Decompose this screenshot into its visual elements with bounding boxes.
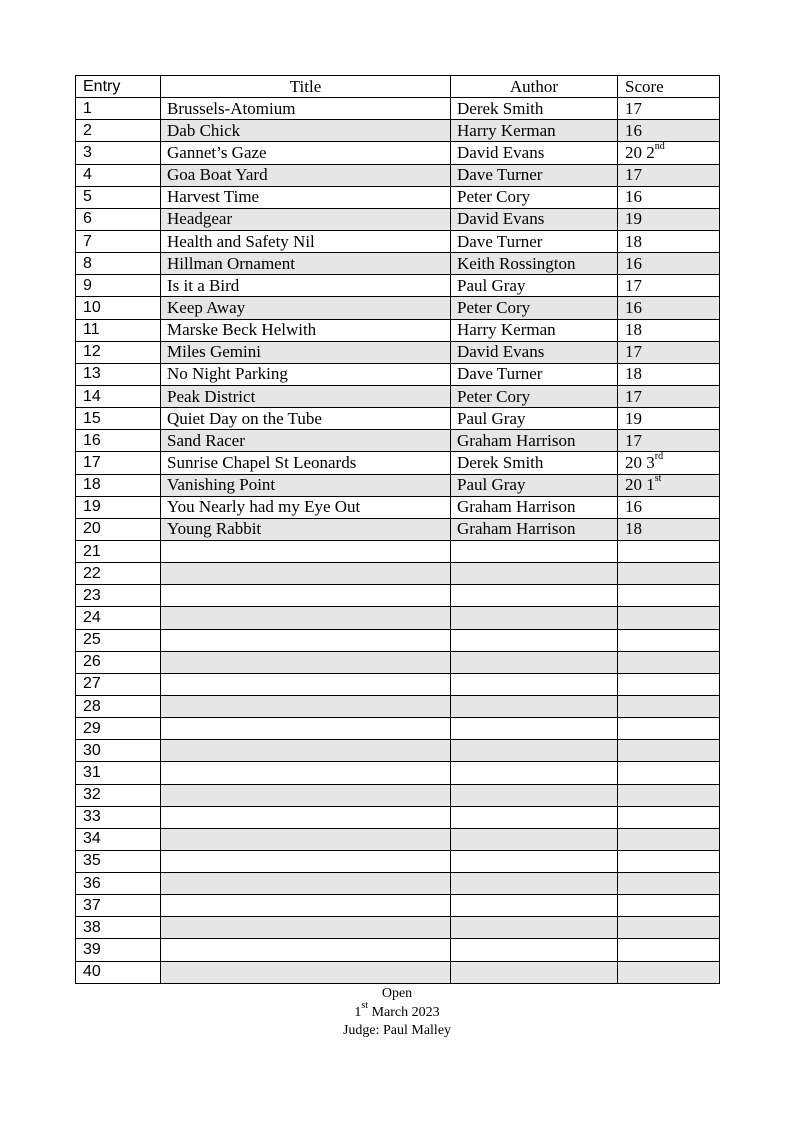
- cell-author: Graham Harrison: [451, 518, 618, 540]
- cell-title: [161, 961, 451, 983]
- score-value: 19: [625, 209, 642, 229]
- cell-entry: 24: [76, 607, 161, 629]
- score-value: 17: [625, 275, 642, 295]
- cell-title: [161, 607, 451, 629]
- cell-entry: 9: [76, 275, 161, 297]
- score-value: 16: [625, 120, 642, 140]
- cell-score: [618, 452, 720, 474]
- cell-entry: 36: [76, 873, 161, 895]
- cell-entry: 3: [76, 142, 161, 164]
- score-value: 17: [625, 342, 642, 362]
- cell-score: [618, 120, 720, 142]
- cell-score: [618, 673, 720, 695]
- cell-title: Gannet’s Gaze: [161, 142, 451, 164]
- table-row: [76, 496, 720, 518]
- cell-score: [618, 164, 720, 186]
- cell-author: [451, 762, 618, 784]
- table-row: [76, 341, 720, 363]
- cell-author: [451, 740, 618, 762]
- cell-entry: 2: [76, 120, 161, 142]
- cell-title: Health and Safety Nil: [161, 230, 451, 252]
- table-row: [76, 585, 720, 607]
- score-value: 17: [625, 98, 642, 118]
- cell-author: [451, 651, 618, 673]
- footer-judge: Judge: Paul Malley: [342, 1023, 452, 1038]
- table-row: [76, 186, 720, 208]
- score-value: 20 3: [625, 452, 655, 472]
- cell-title: [161, 939, 451, 961]
- score-value: 20 2: [625, 142, 655, 162]
- cell-score: [618, 939, 720, 961]
- cell-score: [618, 496, 720, 518]
- cell-score: [618, 718, 720, 740]
- cell-author: Keith Rossington: [451, 253, 618, 275]
- table-row: [76, 762, 720, 784]
- cell-entry: 27: [76, 673, 161, 695]
- cell-author: Graham Harrison: [451, 496, 618, 518]
- cell-entry: 23: [76, 585, 161, 607]
- cell-author: [451, 873, 618, 895]
- cell-score: [618, 828, 720, 850]
- cell-score: [618, 585, 720, 607]
- cell-entry: 8: [76, 253, 161, 275]
- cell-title: [161, 850, 451, 872]
- table-row: [76, 474, 720, 496]
- score-value: 18: [625, 320, 642, 340]
- cell-title: Vanishing Point: [161, 474, 451, 496]
- table-row: [76, 939, 720, 961]
- table-row: [76, 607, 720, 629]
- footer: [0, 985, 794, 1041]
- cell-title: [161, 563, 451, 585]
- footer-date-suffix: st: [361, 999, 369, 1011]
- cell-author: David Evans: [451, 142, 618, 164]
- cell-score: [618, 230, 720, 252]
- table-row: [76, 563, 720, 585]
- cell-title: No Night Parking: [161, 363, 451, 385]
- cell-score: [618, 518, 720, 540]
- table-row: [76, 98, 720, 120]
- cell-score: [618, 430, 720, 452]
- table-row: [76, 430, 720, 452]
- table-row: [76, 408, 720, 430]
- score-value: 16: [625, 253, 642, 273]
- cell-author: [451, 917, 618, 939]
- cell-author: [451, 806, 618, 828]
- cell-title: [161, 540, 451, 562]
- score-place-suffix: nd: [654, 141, 665, 153]
- cell-score: [618, 186, 720, 208]
- cell-entry: 18: [76, 474, 161, 496]
- table-row: [76, 540, 720, 562]
- cell-entry: 31: [76, 762, 161, 784]
- cell-entry: 25: [76, 629, 161, 651]
- score-value: 16: [625, 497, 642, 517]
- cell-author: [451, 673, 618, 695]
- cell-title: Dab Chick: [161, 120, 451, 142]
- cell-title: Goa Boat Yard: [161, 164, 451, 186]
- cell-title: Sand Racer: [161, 430, 451, 452]
- footer-category: Open: [381, 986, 413, 1001]
- score-value: 16: [625, 297, 642, 317]
- cell-title: Miles Gemini: [161, 341, 451, 363]
- cell-score: [618, 98, 720, 120]
- cell-entry: 4: [76, 164, 161, 186]
- table-row: [76, 142, 720, 164]
- score-value: 17: [625, 165, 642, 185]
- cell-author: Paul Gray: [451, 408, 618, 430]
- cell-title: [161, 828, 451, 850]
- cell-score: [618, 651, 720, 673]
- cell-entry: 30: [76, 740, 161, 762]
- cell-author: [451, 784, 618, 806]
- cell-score: [618, 873, 720, 895]
- cell-entry: 5: [76, 186, 161, 208]
- table-row: [76, 297, 720, 319]
- cell-entry: 29: [76, 718, 161, 740]
- cell-author: Graham Harrison: [451, 430, 618, 452]
- cell-score: [618, 695, 720, 717]
- results-table: [75, 75, 720, 984]
- cell-entry: 34: [76, 828, 161, 850]
- cell-entry: 16: [76, 430, 161, 452]
- cell-entry: 17: [76, 452, 161, 474]
- cell-title: [161, 917, 451, 939]
- table-row: [76, 452, 720, 474]
- cell-author: [451, 850, 618, 872]
- table-row: [76, 385, 720, 407]
- cell-author: [451, 695, 618, 717]
- table-row: [76, 230, 720, 252]
- cell-author: Dave Turner: [451, 230, 618, 252]
- cell-title: [161, 762, 451, 784]
- cell-score: [618, 961, 720, 983]
- cell-entry: 38: [76, 917, 161, 939]
- cell-score: [618, 363, 720, 385]
- cell-score: [618, 275, 720, 297]
- cell-score: [618, 784, 720, 806]
- cell-entry: 35: [76, 850, 161, 872]
- cell-author: [451, 895, 618, 917]
- cell-title: Young Rabbit: [161, 518, 451, 540]
- table-header-row: [76, 76, 720, 98]
- cell-title: Brussels-Atomium: [161, 98, 451, 120]
- score-value: 18: [625, 231, 642, 251]
- cell-entry: 14: [76, 385, 161, 407]
- cell-score: [618, 607, 720, 629]
- cell-score: [618, 474, 720, 496]
- cell-entry: 28: [76, 695, 161, 717]
- cell-score: [618, 806, 720, 828]
- cell-author: Peter Cory: [451, 186, 618, 208]
- cell-score: [618, 142, 720, 164]
- table-row: [76, 120, 720, 142]
- cell-author: Derek Smith: [451, 98, 618, 120]
- cell-title: [161, 740, 451, 762]
- score-place-suffix: st: [654, 474, 662, 485]
- cell-author: Peter Cory: [451, 297, 618, 319]
- table-row: [76, 873, 720, 895]
- header-entry: Entry: [76, 76, 161, 98]
- cell-author: [451, 585, 618, 607]
- cell-score: [618, 319, 720, 341]
- cell-author: Dave Turner: [451, 164, 618, 186]
- cell-entry: 40: [76, 961, 161, 983]
- cell-entry: 7: [76, 230, 161, 252]
- cell-title: [161, 873, 451, 895]
- cell-score: [618, 341, 720, 363]
- cell-entry: 20: [76, 518, 161, 540]
- cell-author: David Evans: [451, 208, 618, 230]
- header-author: Author: [451, 76, 618, 98]
- cell-title: Harvest Time: [161, 186, 451, 208]
- cell-title: Headgear: [161, 208, 451, 230]
- cell-author: Harry Kerman: [451, 120, 618, 142]
- table-row: [76, 164, 720, 186]
- table-row: [76, 961, 720, 983]
- table-row: [76, 319, 720, 341]
- cell-author: [451, 961, 618, 983]
- cell-entry: 26: [76, 651, 161, 673]
- cell-score: [618, 850, 720, 872]
- cell-author: Paul Gray: [451, 275, 618, 297]
- cell-title: [161, 806, 451, 828]
- cell-title: [161, 718, 451, 740]
- cell-entry: 1: [76, 98, 161, 120]
- table-row: [76, 275, 720, 297]
- table-row: [76, 695, 720, 717]
- footer-date-rest: March 2023: [368, 1004, 440, 1020]
- cell-author: [451, 828, 618, 850]
- table-row: [76, 740, 720, 762]
- cell-title: Peak District: [161, 385, 451, 407]
- cell-entry: 15: [76, 408, 161, 430]
- footer-date: [0, 999, 794, 1023]
- cell-entry: 22: [76, 563, 161, 585]
- cell-score: [618, 740, 720, 762]
- cell-author: [451, 629, 618, 651]
- cell-author: [451, 939, 618, 961]
- table-row: [76, 518, 720, 540]
- cell-score: [618, 629, 720, 651]
- table-row: [76, 895, 720, 917]
- cell-score: [618, 385, 720, 407]
- cell-entry: 32: [76, 784, 161, 806]
- footer-date-day: 1: [354, 1004, 362, 1020]
- cell-title: Quiet Day on the Tube: [161, 408, 451, 430]
- cell-entry: 21: [76, 540, 161, 562]
- table-row: [76, 784, 720, 806]
- cell-score: [618, 563, 720, 585]
- cell-entry: 19: [76, 496, 161, 518]
- cell-score: [618, 408, 720, 430]
- table-body: [76, 98, 720, 984]
- cell-score: [618, 253, 720, 275]
- score-value: 20 1: [625, 475, 655, 495]
- score-value: 17: [625, 430, 642, 450]
- cell-author: Dave Turner: [451, 363, 618, 385]
- cell-author: Peter Cory: [451, 385, 618, 407]
- cell-score: [618, 917, 720, 939]
- cell-author: Derek Smith: [451, 452, 618, 474]
- cell-score: [618, 540, 720, 562]
- score-value: 16: [625, 187, 642, 207]
- cell-score: [618, 762, 720, 784]
- cell-title: [161, 585, 451, 607]
- table-row: [76, 651, 720, 673]
- cell-entry: 11: [76, 319, 161, 341]
- cell-entry: 39: [76, 939, 161, 961]
- cell-author: Harry Kerman: [451, 319, 618, 341]
- cell-author: [451, 563, 618, 585]
- table-row: [76, 806, 720, 828]
- cell-title: Hillman Ornament: [161, 253, 451, 275]
- header-title: Title: [161, 76, 451, 98]
- table-row: [76, 718, 720, 740]
- header-score: Score: [618, 76, 720, 98]
- table-row: [76, 917, 720, 939]
- table-row: [76, 208, 720, 230]
- cell-title: [161, 629, 451, 651]
- score-value: 18: [625, 519, 642, 539]
- cell-title: [161, 695, 451, 717]
- cell-title: Sunrise Chapel St Leonards: [161, 452, 451, 474]
- table-row: [76, 629, 720, 651]
- cell-entry: 10: [76, 297, 161, 319]
- cell-score: [618, 208, 720, 230]
- table-row: [76, 673, 720, 695]
- cell-score: [618, 297, 720, 319]
- cell-author: Paul Gray: [451, 474, 618, 496]
- cell-entry: 33: [76, 806, 161, 828]
- cell-title: [161, 651, 451, 673]
- cell-entry: 6: [76, 208, 161, 230]
- score-value: 18: [625, 364, 642, 384]
- score-value: 17: [625, 386, 642, 406]
- table-row: [76, 363, 720, 385]
- cell-title: Marske Beck Helwith: [161, 319, 451, 341]
- cell-title: [161, 673, 451, 695]
- score-place-suffix: rd: [654, 451, 664, 463]
- cell-author: [451, 607, 618, 629]
- cell-entry: 12: [76, 341, 161, 363]
- cell-title: You Nearly had my Eye Out: [161, 496, 451, 518]
- cell-author: [451, 540, 618, 562]
- cell-author: David Evans: [451, 341, 618, 363]
- cell-title: Keep Away: [161, 297, 451, 319]
- cell-title: [161, 784, 451, 806]
- cell-author: [451, 718, 618, 740]
- table-row: [76, 828, 720, 850]
- score-value: 19: [625, 408, 642, 428]
- table-row: [76, 850, 720, 872]
- cell-entry: 13: [76, 363, 161, 385]
- table-row: [76, 253, 720, 275]
- cell-title: [161, 895, 451, 917]
- cell-score: [618, 895, 720, 917]
- cell-entry: 37: [76, 895, 161, 917]
- cell-title: Is it a Bird: [161, 275, 451, 297]
